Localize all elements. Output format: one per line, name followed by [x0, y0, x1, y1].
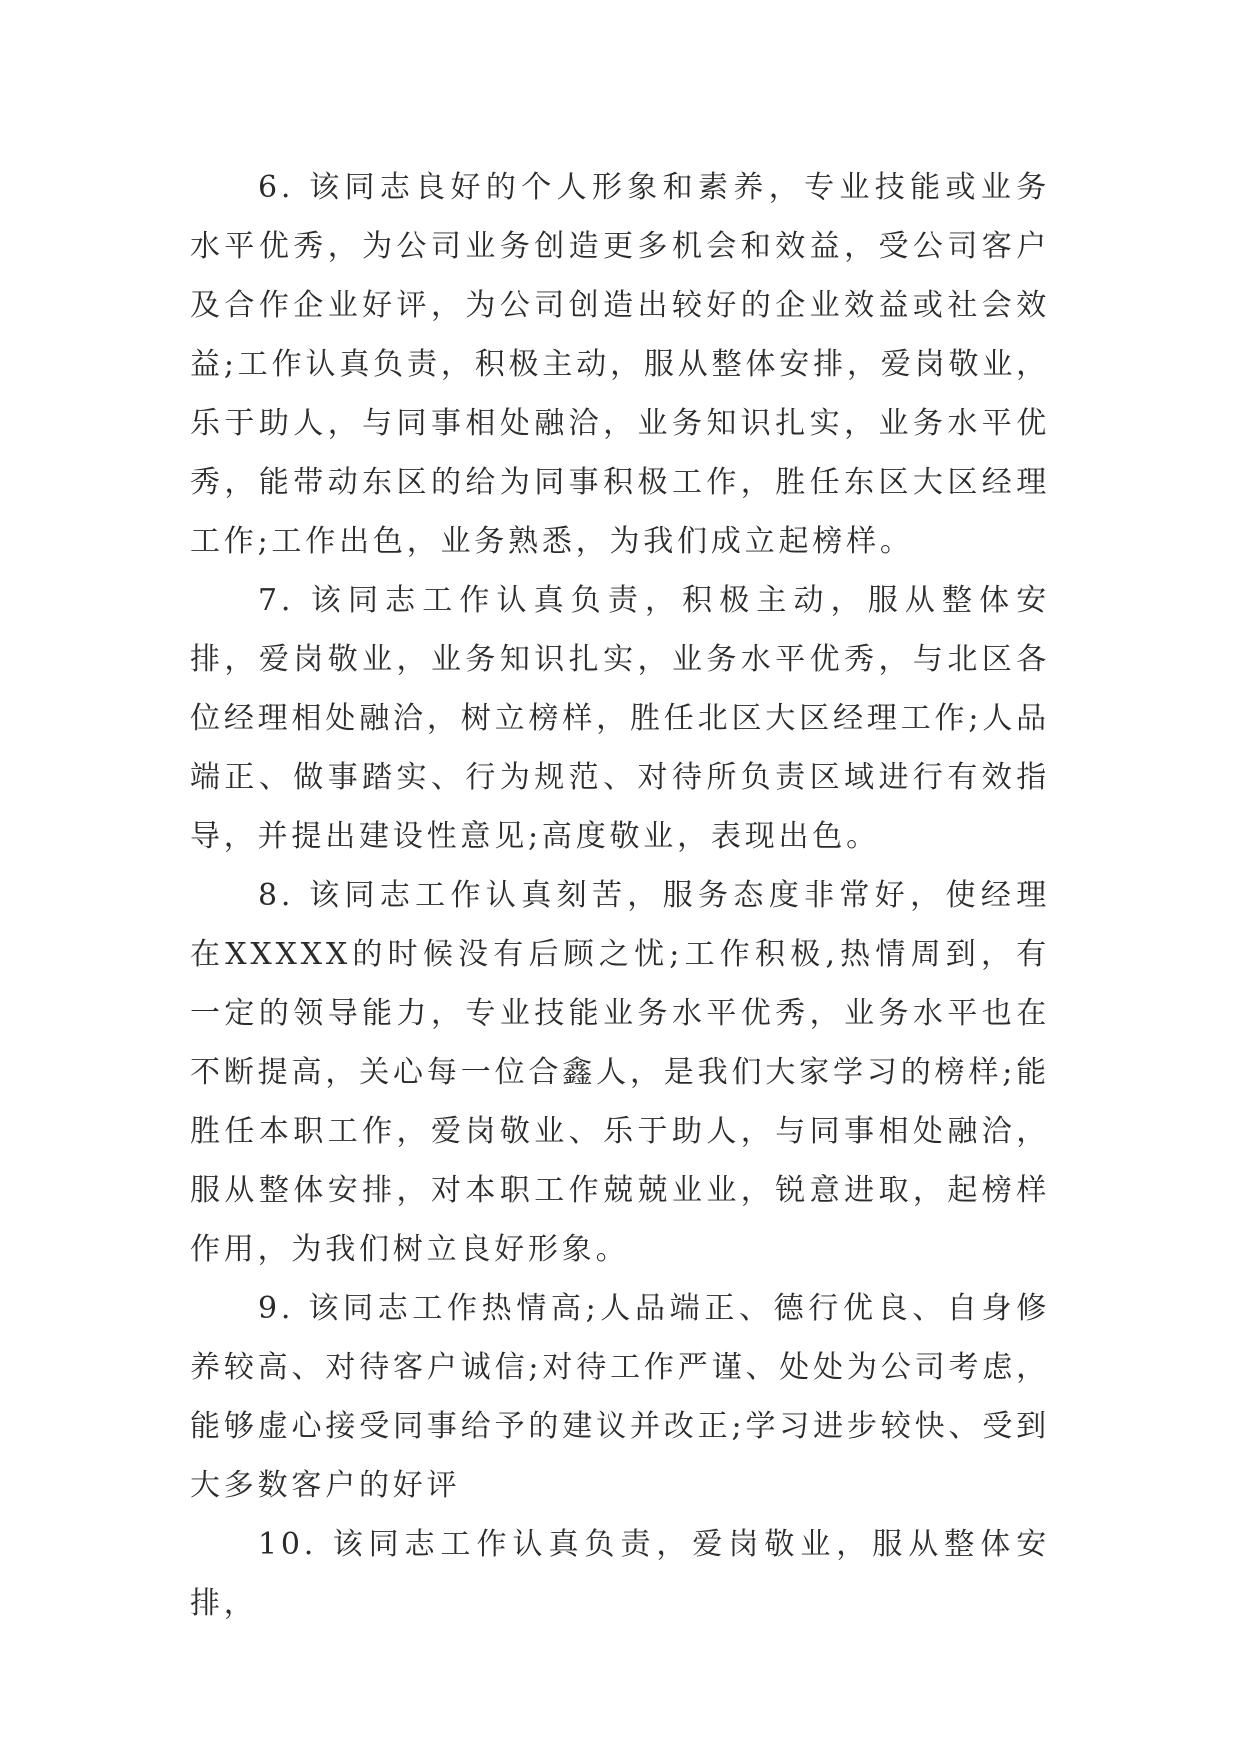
document-body [190, 158, 1050, 1633]
paragraph-6: 6. 该同志良好的个人形象和素养，专业技能或业务水平优秀，为公司业务创造更多机会和效益，受公司客户及合作企业好评，为公司创造出较好的企业效益或社会效益;工作认真负责，积极主动，服从整体安排，爱岗敬业，乐于助人，与同事相处融洽，业务知识扎实，业务水平优秀，能带动东区的给为同事积极工作，胜任东区大区经理工作;工作出色，业务熟悉，为我们成立起榜样。 [190, 170, 1050, 559]
paragraph-7: 7. 该同志工作认真负责，积极主动，服从整体安排，爱岗敬业，业务知识扎实，业务水平优秀，与北区各位经理相处融洽，树立榜样，胜任北区大区经理工作;人品端正、做事踏实、行为规范、对待所负责区域进行有效指导，并提出建设性意见;高度敬业，表现出色。 [190, 583, 1050, 854]
paragraph-9: 9. 该同志工作热情高;人品端正、德行优良、自身修养较高、对待客户诚信;对待工作严谨、处处为公司考虑，能够虚心接受同事给予的建议并改正;学习进步较快、受到大多数客户的好评 [190, 1291, 1050, 1503]
paragraph-8: 8. 该同志工作认真刻苦，服务态度非常好，使经理在XXXXX的时候没有后顾之忧;工作积极,热情周到，有一定的领导能力，专业技能业务水平优秀，业务水平也在不断提高，关心每一位合鑫人，是我们大家学习的榜样;能胜任本职工作，爱岗敬业、乐于助人，与同事相处融洽，服从整体安排，对本职工作兢兢业业，锐意进取，起榜样作用，为我们树立良好形象。 [190, 878, 1050, 1267]
paragraph-10: 10. 该同志工作认真负责，爱岗敬业，服从整体安排， [190, 1527, 1050, 1621]
